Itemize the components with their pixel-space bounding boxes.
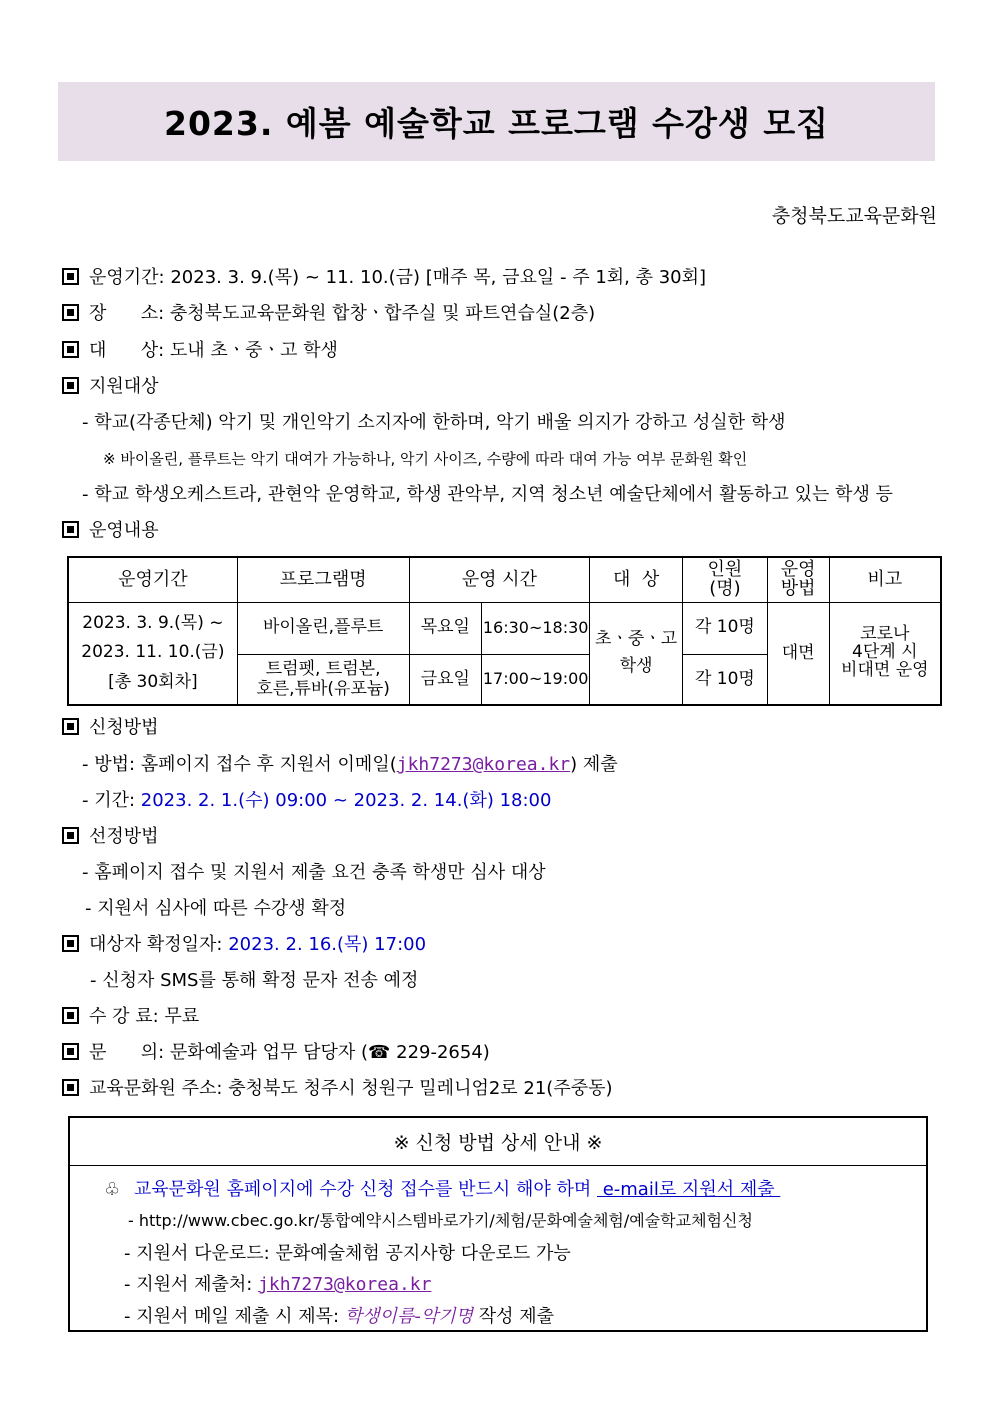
eligibility-item: - 학교(각종단체) 악기 및 개인악기 소지자에 한하며, 악기 배울 의지가 강하고 성실한 학생	[82, 412, 786, 433]
square-bullet-icon	[62, 1043, 79, 1060]
eligibility-heading	[62, 372, 159, 398]
guide-submit-line	[124, 1270, 431, 1296]
target-value: 도내 초ㆍ중ㆍ고 학생	[169, 340, 338, 361]
period-label: 운영기간:	[89, 267, 165, 288]
guide-subject-label: - 지원서 메일 제출 시 제목:	[124, 1306, 345, 1327]
apply-method-line	[82, 750, 618, 776]
selection-item: - 지원서 심사에 따른 수강생 확정	[85, 898, 347, 919]
square-bullet-icon	[62, 268, 79, 285]
apply-method-suffix: ) 제출	[570, 754, 618, 775]
table-header: 운영 시간	[409, 557, 590, 602]
content-heading-text: 운영내용	[89, 520, 159, 541]
table-header: 프로그램명	[237, 557, 409, 602]
guide-subject-value: 학생이름-악기명	[344, 1306, 473, 1327]
inquiry-value: 문화예술과 업무 담당자 (☎ 229-2654)	[169, 1042, 490, 1063]
table-cell-time: 16:30~18:30	[482, 602, 590, 654]
period-line-2: 2023. 11. 10.(금)	[81, 642, 225, 663]
schedule-table	[67, 556, 942, 706]
table-header-row	[68, 557, 941, 602]
period-line	[62, 263, 706, 289]
guide-submit-email-link[interactable]: jkh7273@korea.kr	[258, 1274, 432, 1295]
guide-submit-label: - 지원서 제출처:	[124, 1274, 259, 1295]
square-bullet-icon	[62, 341, 79, 358]
table-header: 운영 방법	[767, 557, 829, 602]
target-line	[62, 336, 338, 362]
page-title: 2023. 예봄 예술학교 프로그램 수강생 모집	[164, 104, 829, 143]
content-heading	[62, 516, 159, 542]
table-cell-period	[68, 602, 237, 705]
table-header: 운영기간	[68, 557, 237, 602]
address-value: 충청북도 청주시 청원구 밀레니엄2로 21(주중동)	[228, 1078, 613, 1099]
place-label: 장 소:	[89, 303, 165, 324]
eligibility-item: - 학교 학생오케스트라, 관현악 운영학교, 학생 관악부, 지역 청소년 예술단체에서 활동하고 있는 학생 등	[82, 484, 893, 505]
guide-url-line[interactable]: - http://www.cbec.go.kr/통합예약시스템바로가기/체험/문화예술체험/예술학교체험신청	[128, 1211, 753, 1230]
square-bullet-icon	[62, 827, 79, 844]
square-bullet-icon	[62, 304, 79, 321]
address-label: 교육문화원 주소:	[89, 1078, 223, 1099]
confirm-line	[62, 930, 426, 956]
place-value: 충청북도교육문화원 합창ㆍ합주실 및 파트연습실(2층)	[169, 303, 596, 324]
period-line-3: [총 30회차]	[108, 672, 198, 693]
clover-icon: ♧	[104, 1179, 121, 1200]
confirm-item: - 신청자 SMS를 통해 확정 문자 전송 예정	[90, 970, 419, 991]
table-cell-day: 목요일	[409, 602, 482, 654]
confirm-value: 2023. 2. 16.(목) 17:00	[228, 934, 427, 955]
apply-heading	[62, 713, 159, 739]
guide-box	[68, 1116, 928, 1332]
table-cell-remark: 코로나 4단계 시 비대면 운영	[829, 602, 941, 705]
fee-value: 무료	[164, 1006, 200, 1027]
table-row	[68, 602, 941, 654]
eligibility-heading-text: 지원대상	[89, 376, 159, 397]
guide-download-line: - 지원서 다운로드: 문화예술체험 공지사항 다운로드 가능	[124, 1243, 571, 1264]
period-value: 2023. 3. 9.(목) ~ 11. 10.(금) [매주 목, 금요일 - 주 1회, 총 30회]	[170, 267, 707, 288]
square-bullet-icon	[62, 1007, 79, 1024]
apply-period-line	[82, 786, 551, 812]
guide-subject-line	[124, 1302, 554, 1328]
table-header: 비고	[829, 557, 941, 602]
guide-main-text: 교육문화원 홈페이지에 수강 신청 접수를 반드시 해야 하며	[133, 1179, 597, 1200]
period-line-1: 2023. 3. 9.(목) ~	[82, 612, 224, 633]
table-cell-method: 대면	[767, 602, 829, 705]
square-bullet-icon	[62, 521, 79, 538]
table-header: 대 상	[590, 557, 683, 602]
apply-period-prefix: - 기간:	[82, 790, 141, 811]
address-line	[62, 1074, 613, 1100]
table-cell-time: 17:00~19:00	[482, 654, 590, 705]
inquiry-line	[62, 1038, 490, 1064]
square-bullet-icon	[62, 1079, 79, 1096]
confirm-label: 대상자 확정일자:	[89, 934, 229, 955]
square-bullet-icon	[62, 718, 79, 735]
table-cell-program: 트럼펫, 트럼본, 호른,튜바(유포늄)	[237, 654, 409, 705]
table-cell-program: 바이올린,플루트	[237, 602, 409, 654]
apply-email-link[interactable]: jkh7273@korea.kr	[396, 754, 571, 775]
title-banner	[58, 82, 935, 161]
table-cell-day: 금요일	[409, 654, 482, 705]
apply-method-prefix: - 방법: 홈페이지 접수 후 지원서 이메일(	[82, 754, 397, 775]
apply-heading-text: 신청방법	[89, 717, 159, 738]
target-label: 대 상:	[89, 340, 165, 361]
table-cell-count: 각 10명	[683, 654, 768, 705]
table-cell-target: 초ㆍ중ㆍ고 학생	[590, 602, 683, 705]
apply-period-value: 2023. 2. 1.(수) 09:00 ~ 2023. 2. 14.(화) 18:00	[140, 790, 552, 811]
selection-heading	[62, 822, 159, 848]
place-line	[62, 299, 595, 325]
inquiry-label: 문 의:	[89, 1042, 165, 1063]
guide-heading: ※ 신청 방법 상세 안내 ※	[70, 1118, 926, 1166]
selection-item: - 홈페이지 접수 및 지원서 제출 요건 충족 학생만 심사 대상	[82, 862, 546, 883]
eligibility-note: ※ 바이올린, 플루트는 악기 대여가 가능하나, 악기 사이즈, 수량에 따라 대여 가능 여부 문화원 확인	[103, 450, 748, 468]
organization-name: 충청북도교육문화원	[771, 205, 937, 227]
selection-heading-text: 선정방법	[89, 826, 159, 847]
guide-main-underline: e-mail로 지원서 제출	[596, 1179, 781, 1200]
fee-line	[62, 1002, 199, 1028]
table-cell-count: 각 10명	[683, 602, 768, 654]
guide-main-line	[104, 1175, 780, 1201]
square-bullet-icon	[62, 377, 79, 394]
table-header: 인원 (명)	[683, 557, 768, 602]
square-bullet-icon	[62, 935, 79, 952]
fee-label: 수 강 료:	[89, 1006, 159, 1027]
guide-subject-suffix: 작성 제출	[473, 1306, 554, 1327]
